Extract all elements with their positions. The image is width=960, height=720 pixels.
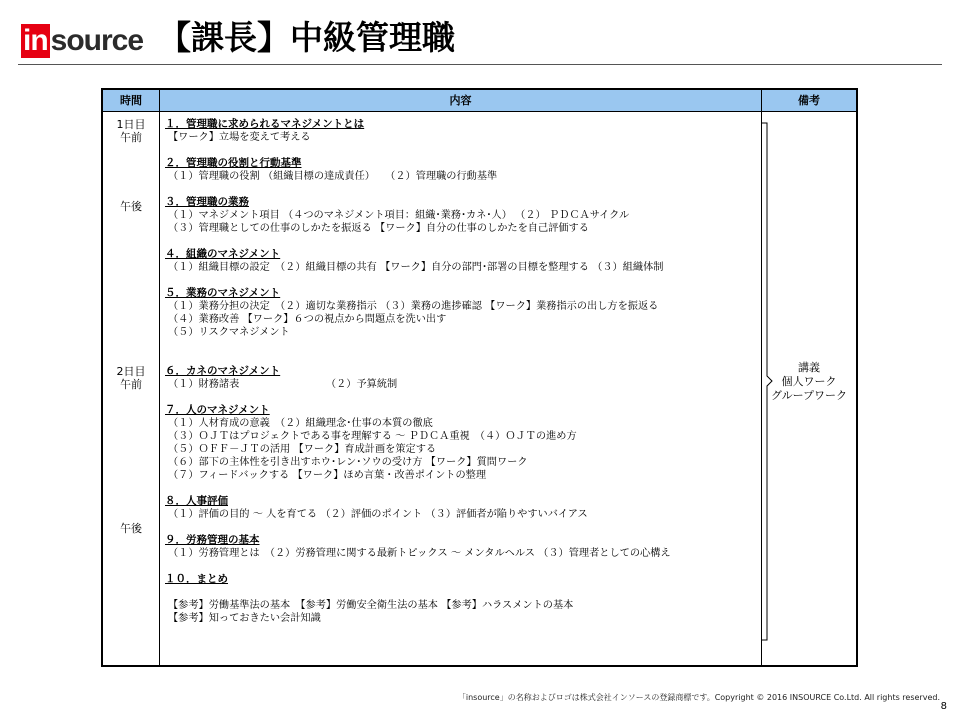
notes-cell bbox=[762, 361, 856, 403]
section-title: ６．カネのマネジメント bbox=[165, 365, 281, 377]
section-title: ３．管理職の業務 bbox=[165, 196, 249, 208]
time-day1-afternoon: 午後 bbox=[120, 200, 142, 213]
logo-source-text: source bbox=[50, 24, 144, 57]
insource-logo bbox=[21, 24, 143, 58]
section-item: （１）管理職の役割 （組織目標の達成責任） （２）管理職の行動基準 bbox=[168, 171, 498, 182]
section-item: （１）業務分担の決定 （２）適切な業務指示 （３）業務の進捗確認 【ワーク】業務指示の出し方を振返る bbox=[168, 301, 659, 312]
section-item: （１）財務諸表 （２）予算統制 bbox=[168, 379, 398, 390]
note-individual-work: 個人ワーク bbox=[781, 375, 837, 388]
section-item: （１）組織目標の設定 （２）組織目標の共有 【ワーク】自分の部門･部署の目標を整理する （３）組織体制 bbox=[168, 262, 664, 273]
section-item: （５）ＯＦＦ－ＪＴの活用 【ワーク】育成計画を策定する bbox=[168, 444, 437, 455]
curriculum-table bbox=[101, 88, 858, 667]
section-title: ９．労務管理の基本 bbox=[165, 534, 260, 546]
page-number: 8 bbox=[940, 701, 947, 712]
section-title: ８．人事評価 bbox=[165, 495, 228, 507]
section-title: ５．業務のマネジメント bbox=[165, 287, 281, 299]
section-title: ４．組織のマネジメント bbox=[165, 248, 281, 260]
section-4 bbox=[165, 248, 755, 274]
section-item: （３）管理職としての仕事のしかたを振返る 【ワーク】自分の仕事のしかたを自己評価する bbox=[168, 223, 589, 234]
reference-line: 【参考】労働基準法の基本 【参考】労働安全衛生法の基本 【参考】ハラスメントの基本 bbox=[168, 600, 574, 611]
reference-line: 【参考】知っておきたい会計知識 bbox=[168, 613, 321, 624]
note-lecture: 講義 bbox=[798, 361, 820, 374]
page-title: 【課長】中級管理職 bbox=[158, 18, 455, 57]
section-1 bbox=[165, 118, 755, 144]
section-item: （７）フィードバックする 【ワーク】ほめ言葉・改善ポイントの整理 bbox=[168, 470, 487, 481]
logo-in-mark: in bbox=[23, 24, 48, 57]
note-group-work: グループワーク bbox=[770, 389, 848, 402]
section-8 bbox=[165, 495, 755, 521]
section-2 bbox=[165, 157, 755, 183]
section-item: （１）労務管理とは （２）労務管理に関する最新トピックス ～ メンタルヘルス （３）管理者としての心構え bbox=[168, 548, 671, 559]
section-item: （４）業務改善 【ワーク】６つの視点から問題点を洗い出す bbox=[168, 314, 447, 325]
header-content: 内容 bbox=[160, 90, 761, 112]
section-item: （１）マネジメント項目 （４つのマネジメント項目：組織･業務･カネ･人） （２） ＰＤＣＡサイクル bbox=[168, 210, 630, 221]
section-item: （１）評価の目的 ～ 人を育てる （２）評価のポイント （３）評価者が陥りやすいバイアス bbox=[168, 509, 588, 520]
section-title: ７．人のマネジメント bbox=[165, 404, 270, 416]
section-5 bbox=[165, 287, 755, 339]
section-item: （５）リスクマネジメント bbox=[168, 327, 290, 338]
section-10 bbox=[165, 573, 755, 586]
time-day2-afternoon: 午後 bbox=[120, 522, 142, 535]
content-column bbox=[165, 118, 755, 625]
section-3 bbox=[165, 196, 755, 235]
column-divider-1 bbox=[159, 90, 160, 665]
section-9 bbox=[165, 534, 755, 560]
time-day2-morning: 2日目 午前 bbox=[116, 365, 146, 391]
section-7 bbox=[165, 404, 755, 482]
copyright-footer: 「insource」の名称およびロゴは株式会社インソースの登録商標です。Copyright © 2016 INSOURCE Co.Ltd. All rights reserved. bbox=[457, 693, 940, 702]
section-6 bbox=[165, 365, 755, 391]
section-item: （３）ＯＪＴはプロジェクトである事を理解する ～ ＰＤＣＡ重視 （４）ＯＪＴの進め方 bbox=[168, 431, 577, 442]
section-item: （１）人材育成の意義 （２）組織理念･仕事の本質の徹底 bbox=[168, 418, 433, 429]
section-title: １０．まとめ bbox=[165, 573, 228, 585]
section-title: １．管理職に求められるマネジメントとは bbox=[165, 118, 365, 130]
time-day1-morning: 1日目 午前 bbox=[116, 118, 146, 144]
header-time: 時間 bbox=[103, 90, 159, 112]
section-title: ２．管理職の役割と行動基準 bbox=[165, 157, 302, 169]
title-divider bbox=[18, 64, 942, 65]
section-item: 【ワーク】立場を変えて考える bbox=[168, 132, 311, 143]
header-notes: 備考 bbox=[762, 90, 856, 112]
spacer bbox=[165, 352, 755, 365]
section-item: （６）部下の主体性を引き出すホウ･レン･ソウの受け方 【ワーク】質問ワーク bbox=[168, 457, 528, 468]
